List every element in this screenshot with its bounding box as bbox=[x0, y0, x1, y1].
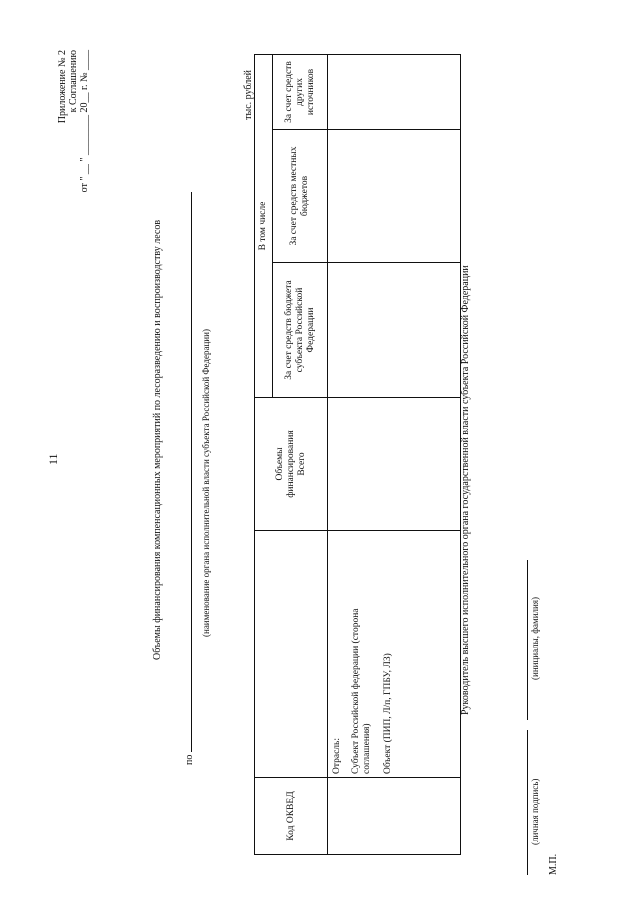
row-industry: Отрасль: bbox=[332, 737, 342, 774]
po-caption: (наименование органа исполнительной власти субъекта Российской Федерации) bbox=[201, 329, 211, 637]
row-object: Объект (ПИП, Л/п, ГПБУ, ЛЗ) bbox=[383, 653, 393, 774]
appendix-line-2: к Соглашению bbox=[68, 50, 79, 113]
header-total: Объемы финансирования Всего bbox=[255, 398, 328, 531]
cell-code bbox=[328, 778, 461, 855]
header-including: В том числе bbox=[255, 55, 273, 398]
header-blank bbox=[255, 531, 328, 778]
cell-total bbox=[328, 398, 461, 531]
appendix-block bbox=[57, 50, 90, 192]
cell-local-budgets bbox=[328, 130, 461, 263]
cell-rows bbox=[328, 531, 461, 778]
appendix-line-3: от " __ " ________ 20__ г. № ____ bbox=[79, 50, 90, 193]
page-number: 11 bbox=[46, 453, 60, 465]
initials-caption: (инициалы, фамилия) bbox=[530, 597, 540, 680]
row-subject: Субъект Российской федерации (сторона соглашения) bbox=[351, 608, 372, 774]
initials-line bbox=[527, 560, 528, 720]
stamp-label: М.П. bbox=[548, 853, 559, 875]
header-local-budgets: За счет средств местных бюджетов bbox=[273, 130, 328, 263]
financing-table bbox=[254, 54, 461, 855]
cell-budget-subject bbox=[328, 263, 461, 398]
appendix-line-1: Приложение № 2 bbox=[57, 50, 68, 124]
document-title: Объемы финансирования компенсационных мероприятий по лесоразведению и воспроизводству лесов bbox=[152, 219, 163, 660]
header-other-sources: За счет средств других источников bbox=[273, 55, 328, 130]
unit-label: тыс. рублей bbox=[243, 70, 254, 120]
po-underline bbox=[182, 192, 192, 752]
cell-other-sources bbox=[328, 55, 461, 130]
header-code: Код ОКВЕД bbox=[255, 778, 328, 855]
po-line bbox=[182, 192, 195, 765]
leader-line: Руководитель высшего исполнительного органа государственной власти субъекта Российской Федерации bbox=[460, 265, 471, 715]
po-prefix: по bbox=[184, 754, 195, 765]
signature-line bbox=[527, 730, 528, 875]
header-budget-subject: За счет средств бюджета субъекта Российской Федерации bbox=[273, 263, 328, 398]
signature-caption: (личная подпись) bbox=[530, 778, 540, 845]
